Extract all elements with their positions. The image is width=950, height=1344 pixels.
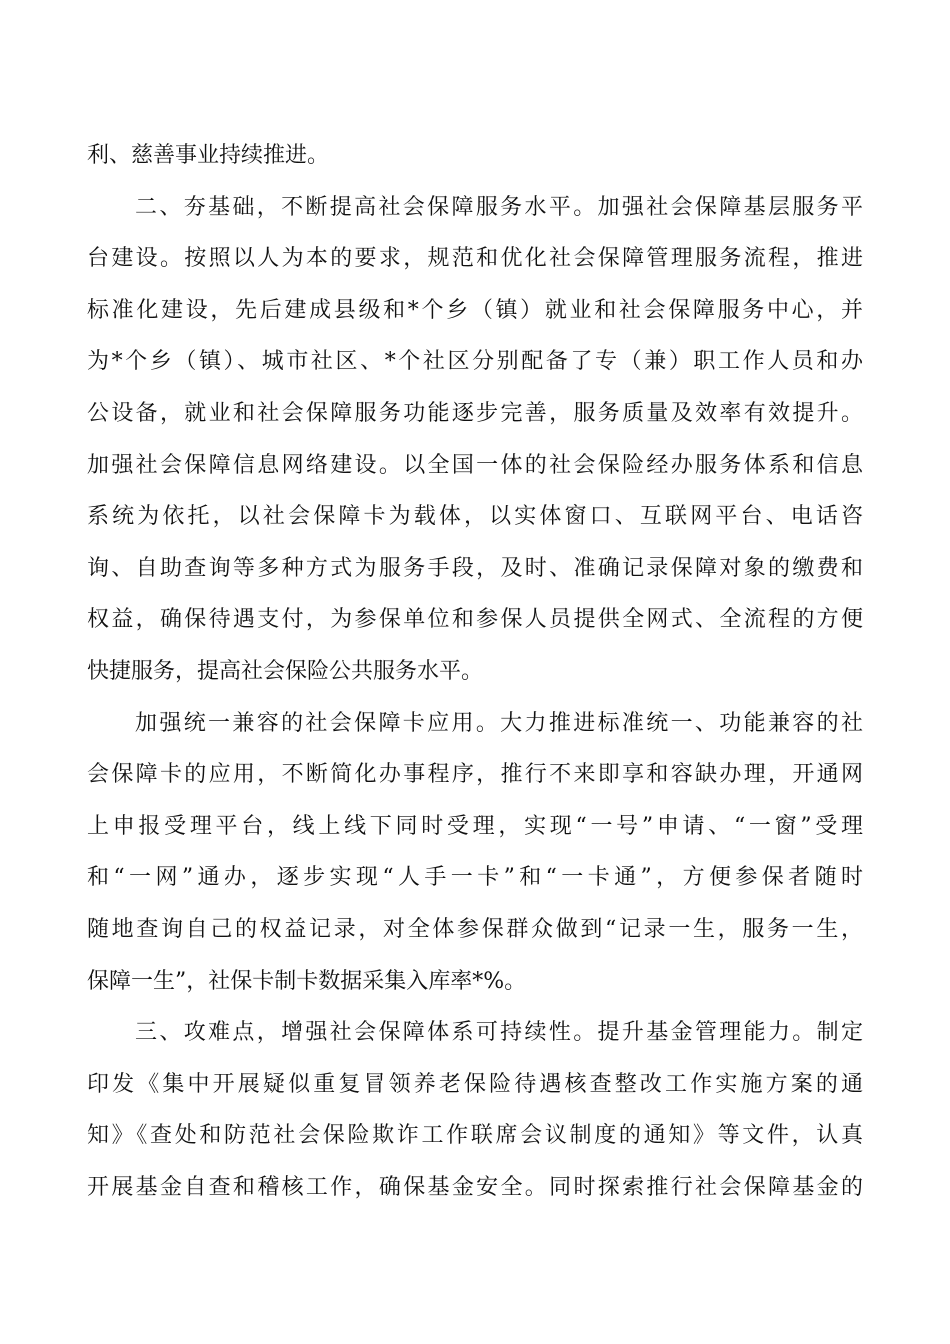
text-line: 权益，确保待遇支付，为参保单位和参保人员提供全网式、全流程的方便	[87, 607, 863, 633]
text-line: 利、慈善事业持续推进。	[87, 143, 330, 168]
text-line: 开展基金自查和稽核工作，确保基金安全。同时探索推行社会保障基金的	[87, 1174, 863, 1200]
text-line: 公设备，就业和社会保障服务功能逐步完善，服务质量及效率有效提升。	[87, 400, 863, 426]
text-line: 印发《集中开展疑似重复冒领养老保险待遇核查整改工作实施方案的通	[87, 1071, 863, 1097]
paragraph-start-line: 三、攻难点，增强社会保障体系可持续性。提升基金管理能力。制定	[135, 1020, 863, 1046]
paragraph-start-line: 加强统一兼容的社会保障卡应用。大力推进标准统一、功能兼容的社	[135, 710, 863, 736]
document-body	[87, 130, 863, 1213]
text-line: 随地查询自己的权益记录，对全体参保群众做到“记录一生，服务一生，	[87, 916, 863, 942]
paragraph-start-line: 二、夯基础，不断提高社会保障服务水平。加强社会保障基层服务平	[135, 194, 863, 220]
text-line: 加强社会保障信息网络建设。以全国一体的社会保险经办服务体系和信息	[87, 452, 863, 478]
text-line: 知》《查处和防范社会保险欺诈工作联席会议制度的通知》等文件，认真	[87, 1123, 863, 1149]
text-line: 台建设。按照以人为本的要求，规范和优化社会保障管理服务流程，推进	[87, 246, 863, 272]
text-line: 询、自助查询等多种方式为服务手段，及时、准确记录保障对象的缴费和	[87, 555, 863, 581]
text-line: 和“一网”通办，逐步实现“人手一卡”和“一卡通”，方便参保者随时	[87, 865, 863, 891]
text-line: 快捷服务，提高社会保险公共服务水平。	[87, 658, 484, 684]
text-line: 系统为依托，以社会保障卡为载体，以实体窗口、互联网平台、电话咨	[87, 504, 863, 530]
text-line: 上申报受理平台，线上线下同时受理，实现“一号”申请、“一窗”受理	[87, 813, 863, 839]
text-line: 为*个乡（镇）、城市社区、*个社区分别配备了专（兼）职工作人员和办	[87, 349, 863, 375]
text-line: 会保障卡的应用，不断简化办事程序，推行不来即享和容缺办理，开通网	[87, 762, 863, 788]
text-line: 标准化建设，先后建成县级和*个乡（镇）就业和社会保障服务中心，并	[87, 297, 863, 323]
text-line: 保障一生”，社保卡制卡数据采集入库率*%。	[87, 968, 527, 994]
